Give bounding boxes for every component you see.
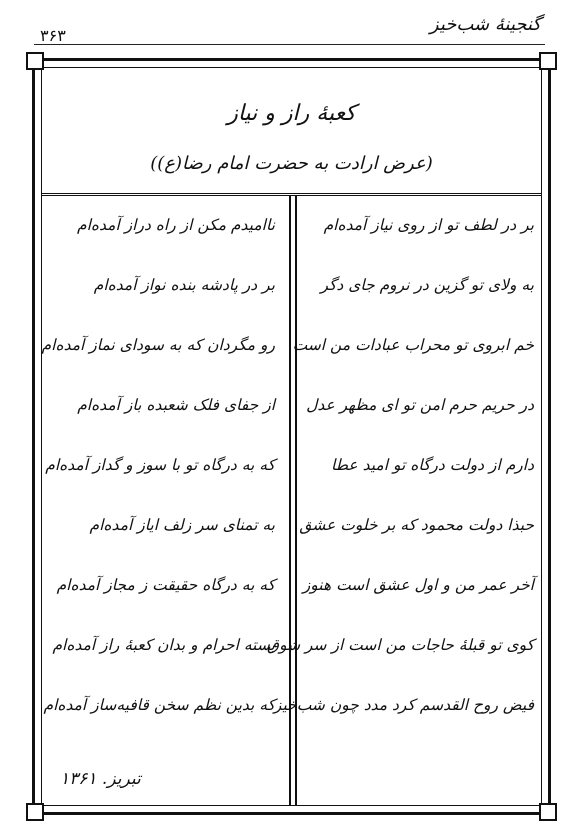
verse-line: که به درگاه تو با سوز و گداز آمده‌ام [45, 456, 275, 474]
left-hemistich-column [43, 195, 281, 735]
frame-corner-ornament [26, 803, 44, 821]
verse-line: حبذا دولت محمود که بر خلوت عشق [299, 516, 534, 534]
verse-line: بر در پادشه بنده نواز آمده‌ام [93, 276, 275, 294]
verse-line: که بدین نظم سخن قافیه‌ساز آمده‌ام [43, 696, 275, 714]
verse-line: به تمنای سر زلف ایاز آمده‌ام [89, 516, 275, 534]
verse-line: فیض روح القدسم کرد مدد چون شب‌خیز [273, 696, 534, 714]
verse-line: ناامیدم مکن از راه دراز آمده‌ام [76, 216, 275, 234]
verse-line: دارم از دولت درگاه تو امید عطا [330, 456, 534, 474]
frame-corner-ornament [26, 52, 44, 70]
verse-line: رو مگردان که به سودای نماز آمده‌ام [41, 336, 275, 354]
poem-subtitle: (عرض ارادت به حضرت امام رضا(ع)) [150, 153, 433, 174]
poem-frame [32, 58, 551, 815]
verse-line: در حریم حرم امن تو ای مظهر عدل [306, 396, 534, 414]
verse-line: از جفای فلک شعبده باز آمده‌ام [77, 396, 275, 414]
verse-line: به ولای تو گزین در نروم جای دگر [320, 276, 534, 294]
frame-corner-ornament [539, 52, 557, 70]
verse-line: که به درگاه حقیقت ز مجاز آمده‌ام [56, 576, 275, 594]
verse-line: آخر عمر من و اول عشق است هنوز [302, 576, 534, 594]
frame-corner-ornament [539, 803, 557, 821]
poem-title: کعبهٔ راز و نیاز [227, 101, 356, 126]
verse-line: خم ابروی تو محراب عبادات من است [292, 336, 534, 354]
verse-line: کوی تو قبلهٔ حاجات من است از سر شوق [267, 636, 534, 654]
place-date-signature: تبریز. ۱۳۶۱ [60, 769, 141, 789]
book-title: گنجینهٔ شب‌خیز [429, 14, 541, 35]
page-number: ۳۶۳ [40, 26, 66, 45]
header-rule [34, 44, 545, 45]
verse-line: بسته احرام و بدان کعبهٔ راز آمده‌ام [52, 636, 275, 654]
right-hemistich-column [267, 195, 540, 735]
verse-line: بر در لطف تو از روی نیاز آمده‌ام [323, 216, 534, 234]
